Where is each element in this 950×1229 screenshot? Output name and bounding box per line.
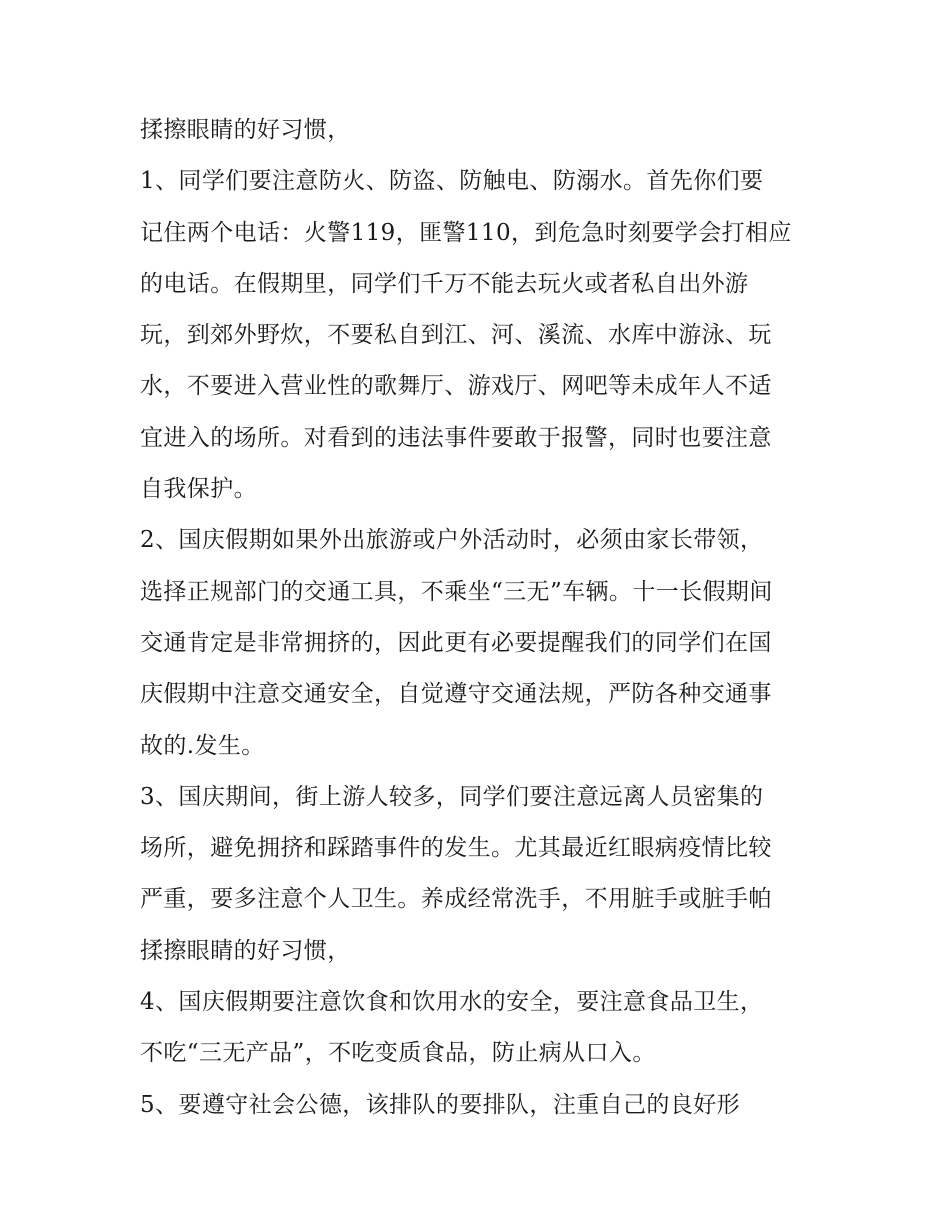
text-line: 4、国庆假期要注意饮食和饮用水的安全，要注意食品卫生， — [140, 989, 764, 1016]
text-line: 自我保护。 — [140, 476, 257, 503]
text-line: 1、同学们要注意防火、防盗、防触电、防溺水。首先你们要 — [140, 168, 764, 195]
text-line: 选择正规部门的交通工具，不乘坐“三无”车辆。十一长假期间 — [140, 578, 773, 605]
text-line: 5、要遵守社会公德，该排队的要排队，注重自己的良好形 — [140, 1091, 741, 1118]
text-line: 宜进入的场所。对看到的违法事件要敢于报警，同时也要注意 — [140, 424, 772, 451]
text-line: 严重，要多注意个人卫生。养成经常洗手，不用脏手或脏手帕 — [140, 886, 772, 913]
text-line: 玩，到郊外野炊，不要私自到江、河、溪流、水库中游泳、玩 — [140, 322, 772, 349]
text-line: 庆假期中注意交通安全，自觉遵守交通法规，严防各种交通事 — [140, 681, 772, 708]
document-body — [140, 105, 830, 1131]
text-line: 记住两个电话：火警119，匪警110，到危急时刻要学会打相应 — [140, 219, 792, 246]
text-line: 交通肯定是非常拥挤的，因此更有必要提醒我们的同学们在国 — [140, 629, 772, 656]
text-line: 水，不要进入营业性的歌舞厅、游戏厅、网吧等未成年人不适 — [140, 373, 772, 400]
text-line: 的电话。在假期里，同学们千万不能去玩火或者私自出外游 — [140, 270, 749, 297]
text-line: 场所，避免拥挤和踩踏事件的发生。尤其最近红眼病疫情比较 — [140, 835, 772, 862]
text-line: 2、国庆假期如果外出旅游或户外活动时，必须由家长带领， — [140, 527, 764, 554]
text-line: 揉擦眼睛的好习惯， — [140, 937, 351, 964]
text-line: 不吃“三无产品”，不吃变质食品，防止病从口入。 — [140, 1040, 656, 1067]
text-line: 3、国庆期间，街上游人较多，同学们要注意远离人员密集的 — [140, 783, 764, 810]
text-line: 故的.发生。 — [140, 732, 265, 759]
text-line: 揉擦眼睛的好习惯， — [140, 117, 351, 143]
